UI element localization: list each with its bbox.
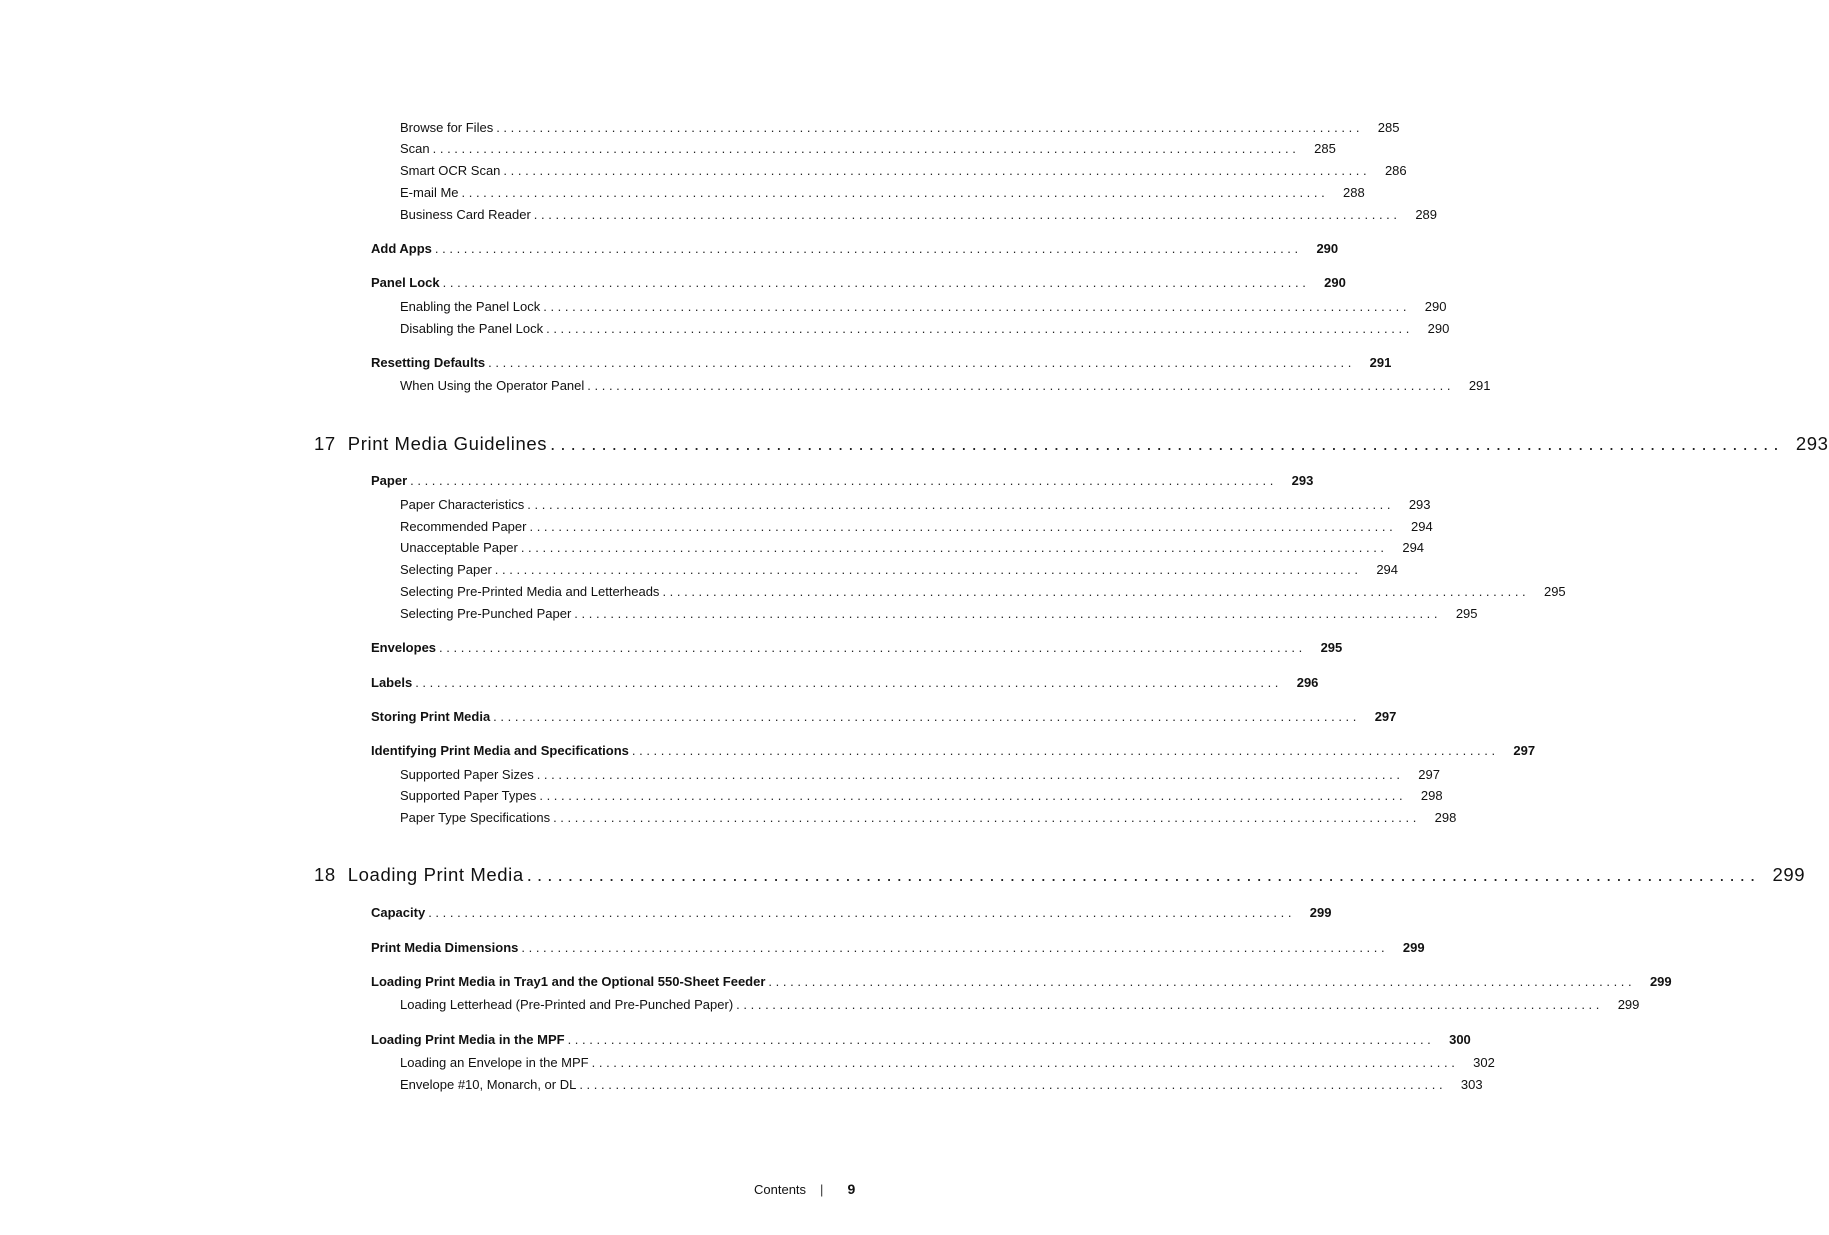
entry-page-number: 296 xyxy=(1296,675,1319,690)
entry-title: Scan xyxy=(400,141,430,156)
dot-leader: . . . . . . . . . . . . . . . . . . . . . . . . . . . . . . . . . . . . . . . . . . . . . . . . . . . . . . . . . . . . . . . . . . . . . . . . . . . . . . . . . . . . . . . . . . . . . . . . . . . . . . . . . . . . . . . . . . . . . . . . xyxy=(546,321,1410,336)
entry-page-number: 291 xyxy=(1369,355,1392,370)
entry-title: Unacceptable Paper xyxy=(400,540,518,555)
dot-leader: . . . . . . . . . . . . . . . . . . . . . . . . . . . . . . . . . . . . . . . . . . . . . . . . . . . . . . . . . . . . . . . . . . . . . . . . . . . . . . . . . . . . . . . . . . . . . . . . . . . . . . . . . . . . . . . . . . . . . . . . xyxy=(567,1032,1431,1047)
toc-section-entry[interactable] xyxy=(371,355,1392,370)
entry-page-number: 290 xyxy=(1424,299,1447,314)
dot-leader: . . . . . . . . . . . . . . . . . . . . . . . . . . . . . . . . . . . . . . . . . . . . . . . . . . . . . . . . . . . . . . . . . . . . . . . . . . . . . . . . . . . . . . . . . . . . . . . . . . . . . . . . . . . . . . . . . . . . . . . . xyxy=(434,241,1299,256)
entry-title: Loading Print Media xyxy=(347,864,524,885)
dot-leader: . . . . . . . . . . . . . . . . . . . . . . . . . . . . . . . . . . . . . . . . . . . . . . . . . . . . . . . . . . . . . . . . . . . . . . . . . . . . . . . . . . . . . . . . . . . . . . . . . . . . . . . . . . . . . . . . . . . . . . . . xyxy=(533,207,1398,222)
entry-page-number: 290 xyxy=(1324,275,1346,290)
dot-leader: . . . . . . . . . . . . . . . . . . . . . . . . . . . . . . . . . . . . . . . . . . . . . . . . . . . . . . . . . . . . . . . . . . . . . . . . . . . . . . . . . . . . . . . . . . . . . . . . . . . . . . . . . . . . . . . . . . . . . . . . xyxy=(461,185,1325,200)
chapter-number: 18 xyxy=(314,864,336,885)
toc-section-entry[interactable] xyxy=(371,640,1343,655)
toc-subsection-entry[interactable] xyxy=(400,185,1365,200)
entry-title: E-mail Me xyxy=(400,185,459,200)
entry-page-number: 294 xyxy=(1402,540,1425,555)
entry-page-number: 290 xyxy=(1427,321,1450,336)
entry-title: Loading Letterhead (Pre-Printed and Pre-Punched Paper) xyxy=(400,997,734,1012)
entry-title: Resetting Defaults xyxy=(371,355,486,370)
entry-title: Selecting Pre-Printed Media and Letterheads xyxy=(400,584,660,599)
entry-page-number: 299 xyxy=(1309,905,1332,920)
toc-section-entry[interactable] xyxy=(371,675,1319,690)
entry-title: Browse for Files xyxy=(400,120,494,135)
toc-subsection-entry[interactable] xyxy=(400,378,1491,393)
toc-section-entry[interactable] xyxy=(371,974,1672,989)
dot-leader: . . . . . . . . . . . . . . . . . . . . . . . . . . . . . . . . . . . . . . . . . . . . . . . . . . . . . . . . . . . . . . . . . . . . . . . . . . . . . . . . . . . . . . . . . . . . . . . . . . . . . . . . . . . . . . . . . . . . . . . . xyxy=(496,120,1360,135)
dot-leader: . . . . . . . . . . . . . . . . . . . . . . . . . . . . . . . . . . . . . . . . . . . . . . . . . . . . . . . . . . . . . . . . . . . . . . . . . . . . . . . . . . . . . . . . . . . . . . . . . . . . . . . . . . . . . . . . . . . . . . . . xyxy=(527,497,1391,512)
entry-title: When Using the Operator Panel xyxy=(400,378,585,393)
entry-title: Envelopes xyxy=(371,640,437,655)
entry-title: Identifying Print Media and Specifications xyxy=(371,743,629,758)
toc-section-entry[interactable] xyxy=(371,905,1332,920)
entry-page-number: 291 xyxy=(1468,378,1491,393)
footer-separator: | xyxy=(820,1182,824,1197)
dot-leader: . . . . . . . . . . . . . . . . . . . . . . . . . . . . . . . . . . . . . . . . . . . . . . . . . . . . . . . . . . . . . . . . . . . . . . . . . . . . . . . . . . . . . . . . . . . . . . . . . . . . . . . . . . . . . . . . . . . . . . . . xyxy=(587,378,1451,393)
dot-leader: . . . . . . . . . . . . . . . . . . . . . . . . . . . . . . . . . . . . . . . . . . . . . . . . . . . . . . . . . . . . . . . . . . . . . . . . . . . . . . . . . . . . . . . . . . . . . . . . . . . . . . . . . . . . . . . . . . . . . . . . xyxy=(736,997,1600,1012)
entry-page-number: 286 xyxy=(1384,163,1407,178)
toc-section-entry[interactable] xyxy=(371,1032,1471,1047)
entry-page-number: 297 xyxy=(1418,767,1440,782)
dot-leader: . . . . . . . . . . . . . . . . . . . . . . . . . . . . . . . . . . . . . . . . . . . . . . . . . . . . . . . . . . . . . . . . . . . . . . . . . . . . . . . . . . . . . . . . . . . . . . . . . . . . . . . . . . . . . . . . . . . . . . . . xyxy=(631,743,1496,758)
entry-page-number: 289 xyxy=(1415,207,1438,222)
entry-page-number: 297 xyxy=(1513,743,1536,758)
dot-leader: . . . . . . . . . . . . . . . . . . . . . . . . . . . . . . . . . . . . . . . . . . . . . . . . . . . . . . . . . . . . . . . . . . . . . . . . . . . . . . . . . . . . . . . . . . . . . . . . . . . . . . . . . . . . . . . . . . . . . . . . xyxy=(410,473,1274,488)
entry-title: Labels xyxy=(371,675,413,690)
toc-section-entry[interactable] xyxy=(371,473,1314,488)
dot-leader: . . . . . . . . . . . . . . . . . . . . . . . . . . . . . . . . . . . . . . . . . . . . . . . . . . . . . . . . . . . . . . . . . . . . . . . . . . . . . . . . . . . . . . . . . . . . . . . . . . . . . . . . . . . . . . . . . . . . . . . . xyxy=(553,810,1417,825)
entry-page-number: 285 xyxy=(1377,120,1400,135)
toc-section-entry[interactable] xyxy=(371,940,1425,955)
footer-label: Contents xyxy=(754,1182,807,1197)
entry-title: Loading Print Media in the MPF xyxy=(371,1032,565,1047)
toc-chapter-entry[interactable] xyxy=(314,864,1806,886)
toc-section-entry[interactable] xyxy=(371,709,1397,724)
dot-leader: . . . . . . . . . . . . . . . . . . . . . . . . . . . . . . . . . . . . . . . . . . . . . . . . . . . . . . . . . . . . . . . . . . . . . . . . . . . . . . . . . . . . . . . . . . . . . . . . . . . . . . . . . . . . . . . . . . . . . . . . xyxy=(442,275,1306,290)
toc-subsection-entry[interactable] xyxy=(400,997,1640,1012)
footer-page-number: 9 xyxy=(847,1181,856,1197)
entry-title: Supported Paper Types xyxy=(400,788,537,803)
entry-title: Print Media Dimensions xyxy=(371,940,519,955)
entry-title: Selecting Pre-Punched Paper xyxy=(400,606,572,621)
entry-title: Panel Lock xyxy=(371,275,440,290)
entry-page-number: 299 xyxy=(1772,864,1806,885)
toc-subsection-entry[interactable] xyxy=(400,1077,1483,1092)
entry-title: Loading Print Media in Tray1 and the Optional 550-Sheet Feeder xyxy=(371,974,766,989)
entry-title: Recommended Paper xyxy=(400,519,527,534)
toc-subsection-entry[interactable] xyxy=(400,163,1407,178)
dot-leader: . . . . . . . . . . . . . . . . . . . . . . . . . . . . . . . . . . . . . . . . . . . . . . . . . . . . . . . . . . . . . . . . . . . . . . . . . . . . . . . . . . . . . . . . . . . . . . . . . . . . . . . . . . . . . . . . . . . . . . . . xyxy=(574,606,1438,621)
toc-subsection-entry[interactable] xyxy=(400,207,1438,222)
entry-title: Paper Type Specifications xyxy=(400,810,551,825)
entry-page-number: 299 xyxy=(1402,940,1425,955)
entry-title: Capacity xyxy=(371,905,426,920)
entry-page-number: 293 xyxy=(1408,497,1431,512)
page-footer xyxy=(754,1181,856,1197)
entry-page-number: 295 xyxy=(1455,606,1478,621)
entry-title: Paper xyxy=(371,473,408,488)
entry-title: Add Apps xyxy=(371,241,432,256)
entry-page-number: 299 xyxy=(1617,997,1640,1012)
dot-leader: . . . . . . . . . . . . . . . . . . . . . . . . . . . . . . . . . . . . . . . . . . . . . . . . . . . . . . . . . . . . . . . . . . . . . . . . . . . . . . . . . . . . . . . . . . . . . . . . . . . . . . . . . . . . . . . . . . . . . . . . xyxy=(591,1055,1455,1070)
dot-leader: . . . . . . . . . . . . . . . . . . . . . . . . . . . . . . . . . . . . . . . . . . . . . . . . . . . . . . . . . . . . . . . . . . . . . . . . . . . . . . . . . . . . . . . . . . . . . . . . . . . . . . . . . . . . . . . . . . . . . . . . xyxy=(439,640,1303,655)
entry-title: Loading an Envelope in the MPF xyxy=(400,1055,589,1070)
dot-leader: . . . . . . . . . . . . . . . . . . . . . . . . . . . . . . . . . . . . . . . . . . . . . . . . . . . . . . . . . . . . . . . . . . . . . . . . . . . . . . . . . . . . . . . . . . . . . . . . . . . . . . . . . . . . . . . . . . . . . . . . xyxy=(526,864,1756,885)
toc-subsection-entry[interactable] xyxy=(400,767,1440,782)
entry-page-number: 299 xyxy=(1649,974,1672,989)
entry-page-number: 294 xyxy=(1376,562,1399,577)
entry-page-number: 300 xyxy=(1449,1032,1471,1047)
entry-page-number: 293 xyxy=(1795,433,1829,454)
dot-leader: . . . . . . . . . . . . . . . . . . . . . . . . . . . . . . . . . . . . . . . . . . . . . . . . . . . . . . . . . . . . . . . . . . . . . . . . . . . . . . . . . . . . . . . . . . . . . . . . . . . . . . . . . . . . . . . . . . . . . . . . xyxy=(493,709,1357,724)
dot-leader: . . . . . . . . . . . . . . . . . . . . . . . . . . . . . . . . . . . . . . . . . . . . . . . . . . . . . . . . . . . . . . . . . . . . . . . . . . . . . . . . . . . . . . . . . . . . . . . . . . . . . . . . . . . . . . . . . . . . . . . . xyxy=(662,584,1526,599)
entry-title: Smart OCR Scan xyxy=(400,163,501,178)
entry-title: Paper Characteristics xyxy=(400,497,525,512)
toc-subsection-entry[interactable] xyxy=(400,120,1400,135)
entry-page-number: 285 xyxy=(1314,141,1336,156)
dot-leader: . . . . . . . . . . . . . . . . . . . . . . . . . . . . . . . . . . . . . . . . . . . . . . . . . . . . . . . . . . . . . . . . . . . . . . . . . . . . . . . . . . . . . . . . . . . . . . . . . . . . . . . . . . . . . . . . . . . . . . . . xyxy=(488,355,1352,370)
toc-subsection-entry[interactable] xyxy=(400,1055,1495,1070)
entry-title: Enabling the Panel Lock xyxy=(400,299,541,314)
entry-title: Supported Paper Sizes xyxy=(400,767,534,782)
dot-leader: . . . . . . . . . . . . . . . . . . . . . . . . . . . . . . . . . . . . . . . . . . . . . . . . . . . . . . . . . . . . . . . . . . . . . . . . . . . . . . . . . . . . . . . . . . . . . . . . . . . . . . . . . . . . . . . . . . . . . . . . xyxy=(428,905,1292,920)
dot-leader: . . . . . . . . . . . . . . . . . . . . . . . . . . . . . . . . . . . . . . . . . . . . . . . . . . . . . . . . . . . . . . . . . . . . . . . . . . . . . . . . . . . . . . . . . . . . . . . . . . . . . . . . . . . . . . . . . . . . . . . . xyxy=(768,974,1632,989)
dot-leader: . . . . . . . . . . . . . . . . . . . . . . . . . . . . . . . . . . . . . . . . . . . . . . . . . . . . . . . . . . . . . . . . . . . . . . . . . . . . . . . . . . . . . . . . . . . . . . . . . . . . . . . . . . . . . . . . . . . . . . . . xyxy=(520,540,1385,555)
toc-subsection-entry[interactable] xyxy=(400,519,1433,534)
dot-leader: . . . . . . . . . . . . . . . . . . . . . . . . . . . . . . . . . . . . . . . . . . . . . . . . . . . . . . . . . . . . . . . . . . . . . . . . . . . . . . . . . . . . . . . . . . . . . . . . . . . . . . . . . . . . . . . . . . . . . . . . xyxy=(521,940,1385,955)
toc-subsection-entry[interactable] xyxy=(400,141,1336,156)
toc-subsection-entry[interactable] xyxy=(400,606,1478,621)
entry-page-number: 302 xyxy=(1473,1055,1495,1070)
dot-leader: . . . . . . . . . . . . . . . . . . . . . . . . . . . . . . . . . . . . . . . . . . . . . . . . . . . . . . . . . . . . . . . . . . . . . . . . . . . . . . . . . . . . . . . . . . . . . . . . . . . . . . . . . . . . . . . . . . . . . . . . xyxy=(494,562,1359,577)
entry-page-number: 295 xyxy=(1543,584,1566,599)
toc-subsection-entry[interactable] xyxy=(400,321,1450,336)
dot-leader: . . . . . . . . . . . . . . . . . . . . . . . . . . . . . . . . . . . . . . . . . . . . . . . . . . . . . . . . . . . . . . . . . . . . . . . . . . . . . . . . . . . . . . . . . . . . . . . . . . . . . . . . . . . . . . . . . . . . . . . . xyxy=(529,519,1393,534)
toc-section-entry[interactable] xyxy=(371,275,1346,290)
entry-page-number: 295 xyxy=(1320,640,1343,655)
entry-page-number: 288 xyxy=(1343,185,1365,200)
toc-subsection-entry[interactable] xyxy=(400,562,1399,577)
dot-leader: . . . . . . . . . . . . . . . . . . . . . . . . . . . . . . . . . . . . . . . . . . . . . . . . . . . . . . . . . . . . . . . . . . . . . . . . . . . . . . . . . . . . . . . . . . . . . . . . . . . . . . . . . . . . . . . . . . . . . . . . xyxy=(432,141,1296,156)
dot-leader: . . . . . . . . . . . . . . . . . . . . . . . . . . . . . . . . . . . . . . . . . . . . . . . . . . . . . . . . . . . . . . . . . . . . . . . . . . . . . . . . . . . . . . . . . . . . . . . . . . . . . . . . . . . . . . . . . . . . . . . . xyxy=(415,675,1279,690)
toc-section-entry[interactable] xyxy=(371,241,1339,256)
toc-chapter-entry[interactable] xyxy=(314,433,1829,455)
toc-subsection-entry[interactable] xyxy=(400,788,1443,803)
entry-page-number: 298 xyxy=(1420,788,1443,803)
entry-title: Print Media Guidelines xyxy=(347,433,548,454)
entry-page-number: 290 xyxy=(1316,241,1339,256)
toc-subsection-entry[interactable] xyxy=(400,540,1425,555)
entry-page-number: 294 xyxy=(1411,519,1433,534)
entry-page-number: 298 xyxy=(1434,810,1457,825)
entry-title: Envelope #10, Monarch, or DL xyxy=(400,1077,577,1092)
dot-leader: . . . . . . . . . . . . . . . . . . . . . . . . . . . . . . . . . . . . . . . . . . . . . . . . . . . . . . . . . . . . . . . . . . . . . . . . . . . . . . . . . . . . . . . . . . . . . . . . . . . . . . . . . . . . . . . . . . . . . . . . xyxy=(550,433,1779,454)
dot-leader: . . . . . . . . . . . . . . . . . . . . . . . . . . . . . . . . . . . . . . . . . . . . . . . . . . . . . . . . . . . . . . . . . . . . . . . . . . . . . . . . . . . . . . . . . . . . . . . . . . . . . . . . . . . . . . . . . . . . . . . . xyxy=(579,1077,1443,1092)
dot-leader: . . . . . . . . . . . . . . . . . . . . . . . . . . . . . . . . . . . . . . . . . . . . . . . . . . . . . . . . . . . . . . . . . . . . . . . . . . . . . . . . . . . . . . . . . . . . . . . . . . . . . . . . . . . . . . . . . . . . . . . . xyxy=(536,767,1400,782)
entry-page-number: 303 xyxy=(1460,1077,1483,1092)
entry-title: Business Card Reader xyxy=(400,207,531,222)
entry-page-number: 297 xyxy=(1374,709,1397,724)
dot-leader: . . . . . . . . . . . . . . . . . . . . . . . . . . . . . . . . . . . . . . . . . . . . . . . . . . . . . . . . . . . . . . . . . . . . . . . . . . . . . . . . . . . . . . . . . . . . . . . . . . . . . . . . . . . . . . . . . . . . . . . . xyxy=(503,163,1367,178)
entry-title: Selecting Paper xyxy=(400,562,492,577)
entry-page-number: 293 xyxy=(1291,473,1314,488)
toc-subsection-entry[interactable] xyxy=(400,810,1457,825)
toc-subsection-entry[interactable] xyxy=(400,497,1431,512)
toc-subsection-entry[interactable] xyxy=(400,584,1566,599)
chapter-number: 17 xyxy=(314,433,336,454)
dot-leader: . . . . . . . . . . . . . . . . . . . . . . . . . . . . . . . . . . . . . . . . . . . . . . . . . . . . . . . . . . . . . . . . . . . . . . . . . . . . . . . . . . . . . . . . . . . . . . . . . . . . . . . . . . . . . . . . . . . . . . . . xyxy=(543,299,1407,314)
toc-section-entry[interactable] xyxy=(371,743,1536,758)
dot-leader: . . . . . . . . . . . . . . . . . . . . . . . . . . . . . . . . . . . . . . . . . . . . . . . . . . . . . . . . . . . . . . . . . . . . . . . . . . . . . . . . . . . . . . . . . . . . . . . . . . . . . . . . . . . . . . . . . . . . . . . . xyxy=(539,788,1403,803)
entry-title: Disabling the Panel Lock xyxy=(400,321,544,336)
toc-subsection-entry[interactable] xyxy=(400,299,1447,314)
entry-title: Storing Print Media xyxy=(371,709,491,724)
